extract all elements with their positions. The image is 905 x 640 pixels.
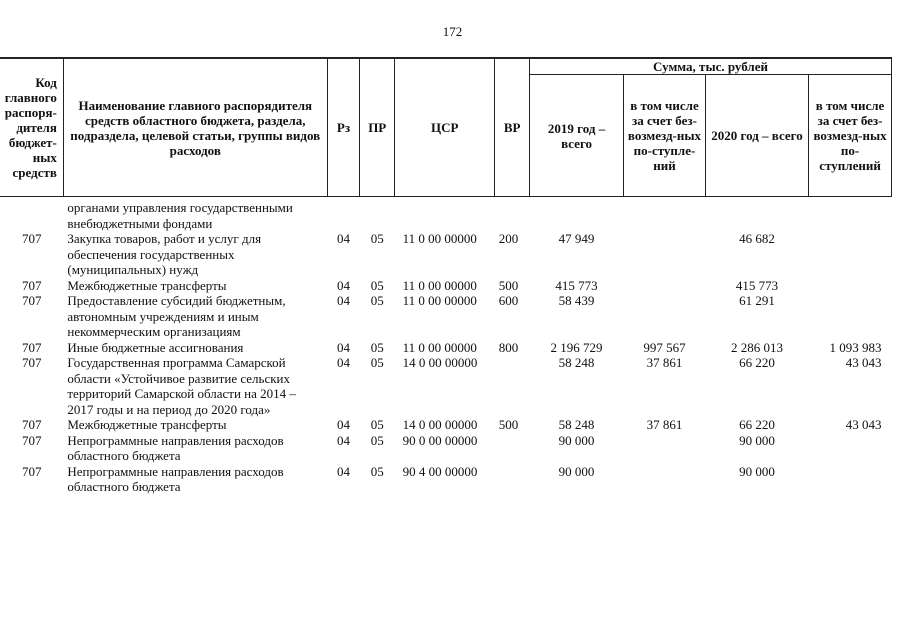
cell-code: 707	[21, 417, 42, 432]
cell-name: Межбюджетные трансферты	[67, 417, 227, 432]
cell-2020-total: 66 220	[739, 355, 775, 370]
cell-pr: 05	[370, 432, 384, 448]
cell-2020-total: 90 000	[739, 463, 775, 479]
table-row	[0, 197, 892, 232]
cell-code: 707	[21, 277, 42, 293]
table-row	[0, 417, 892, 433]
header-name: Наименование главного распорядителя средств областного бюджета, раздела, подраздела, целевой статьи, группы видов расходов	[63, 58, 327, 197]
cell-vr: 200	[498, 231, 519, 246]
cell-vr: 800	[498, 339, 519, 355]
cell-2019-grants	[624, 278, 706, 294]
table-row	[0, 355, 892, 417]
cell-2019-grants: 997 567	[643, 339, 686, 355]
cell-2019-total: 2 196 729	[550, 339, 603, 355]
cell-pr: 05	[370, 417, 384, 432]
cell-2020-grants: 43 043	[845, 417, 882, 432]
cell-rz: 04	[336, 463, 350, 479]
cell-csr: 90 0 00 00000	[402, 432, 478, 448]
cell-2020-grants	[809, 464, 892, 495]
header-sum: Сумма, тыс. рублей	[530, 58, 892, 75]
cell-vr: 500	[498, 417, 519, 432]
cell-vr	[495, 355, 530, 417]
table-row	[0, 340, 892, 356]
cell-pr: 05	[370, 355, 384, 370]
cell-2020-grants	[809, 231, 892, 278]
cell-2020-total: 61 291	[739, 293, 775, 308]
cell-csr: 11 0 00 00000	[402, 339, 477, 355]
cell-rz: 04	[336, 339, 350, 355]
cell-2019-grants	[624, 433, 706, 464]
header-rz: Рз	[327, 58, 360, 197]
cell-2019-grants	[624, 293, 706, 340]
cell-csr: 14 0 00 00000	[402, 417, 478, 432]
cell-vr	[495, 197, 530, 232]
cell-2019-grants: 37 861	[646, 355, 683, 370]
cell-2019-total: 90 000	[558, 463, 595, 479]
cell-2020-grants	[809, 197, 892, 232]
cell-csr: 11 0 00 00000	[402, 231, 477, 246]
cell-2019-grants	[624, 464, 706, 495]
cell-name: органами управления государственными внебюджетными фондами	[67, 200, 293, 231]
cell-2019-total: 415 773	[555, 277, 598, 293]
cell-rz: 04	[336, 231, 350, 246]
header-2020-total: 2020 год – всего	[705, 75, 808, 197]
cell-name: Предоставление субсидий бюджетным, автономным учреждениям и иным некоммерческим организациям	[67, 293, 286, 339]
cell-2019-total	[530, 197, 624, 232]
cell-name: Непрограммные направления расходов областного бюджета	[67, 432, 284, 463]
cell-2020-grants	[809, 278, 892, 294]
table-row	[0, 231, 892, 278]
cell-code	[0, 197, 63, 232]
cell-2020-total	[705, 197, 808, 232]
cell-vr: 600	[498, 293, 519, 308]
cell-code: 707	[21, 463, 42, 479]
cell-name: Закупка товаров, работ и услуг для обеспечения государственных (муниципальных) нужд	[67, 231, 262, 277]
cell-vr: 500	[498, 277, 519, 293]
header-code: Код главного распоря-дителя бюджет-ных средств	[0, 58, 63, 197]
cell-2020-grants: 43 043	[845, 355, 882, 370]
header-vr: ВР	[495, 58, 530, 197]
cell-rz: 04	[336, 355, 350, 370]
cell-pr	[360, 197, 395, 232]
cell-2020-total: 2 286 013	[730, 339, 783, 355]
cell-2019-grants	[624, 197, 706, 232]
cell-code: 707	[21, 432, 42, 448]
header-2019-total: 2019 год – всего	[530, 75, 624, 197]
cell-name: Государственная программа Самарской области «Устойчивое развитие сельских территорий Самарской области на 2014 – 2017 годы и на период до 2020 года»	[67, 355, 296, 417]
cell-2020-grants	[809, 293, 892, 340]
cell-2020-total: 415 773	[735, 277, 779, 293]
cell-2019-total: 90 000	[558, 432, 595, 448]
cell-2020-total: 90 000	[739, 432, 775, 448]
cell-2020-grants: 1 093 983	[829, 339, 882, 355]
cell-rz: 04	[336, 417, 350, 432]
cell-2019-total: 58 439	[558, 293, 595, 308]
cell-vr	[495, 433, 530, 464]
cell-rz: 04	[336, 293, 350, 308]
cell-2019-grants	[624, 231, 706, 278]
cell-csr	[395, 197, 495, 232]
header-csr: ЦСР	[395, 58, 495, 197]
table-row	[0, 433, 892, 464]
cell-csr: 11 0 00 00000	[402, 277, 477, 293]
cell-name: Иные бюджетные ассигнования	[67, 339, 244, 355]
header-pr: ПР	[360, 58, 395, 197]
cell-2020-total: 46 682	[739, 231, 775, 246]
cell-pr: 05	[370, 277, 384, 293]
cell-pr: 05	[370, 463, 384, 479]
cell-vr	[495, 464, 530, 495]
cell-2020-grants	[809, 433, 892, 464]
cell-2019-total: 47 949	[558, 231, 595, 246]
cell-name: Межбюджетные трансферты	[67, 277, 227, 293]
cell-2020-total: 66 220	[739, 417, 775, 432]
table-row	[0, 293, 892, 340]
cell-code: 707	[21, 231, 42, 246]
header-2020-grants: в том числе за счет без-возмезд-ных по-ступлений	[809, 75, 892, 197]
cell-pr: 05	[370, 293, 384, 308]
cell-pr: 05	[370, 339, 384, 355]
cell-csr: 14 0 00 00000	[402, 355, 478, 370]
cell-pr: 05	[370, 231, 384, 246]
table-row	[0, 278, 892, 294]
cell-2019-total: 58 248	[558, 355, 595, 370]
header-2019-grants: в том числе за счет без-возмезд-ных по-ступле-ний	[624, 75, 706, 197]
budget-table	[0, 57, 892, 495]
page-number: 172	[442, 24, 463, 39]
cell-code: 707	[21, 355, 42, 370]
table-header	[0, 58, 892, 197]
cell-code: 707	[21, 339, 42, 355]
table-row	[0, 464, 892, 495]
cell-code: 707	[21, 293, 42, 308]
cell-rz: 04	[336, 277, 350, 293]
cell-2019-grants: 37 861	[646, 417, 683, 432]
cell-csr: 90 4 00 00000	[402, 463, 478, 479]
cell-name: Непрограммные направления расходов областного бюджета	[67, 463, 284, 494]
cell-rz	[327, 197, 360, 232]
cell-csr: 11 0 00 00000	[402, 293, 477, 308]
cell-rz: 04	[336, 432, 350, 448]
cell-2019-total: 58 248	[558, 417, 595, 432]
